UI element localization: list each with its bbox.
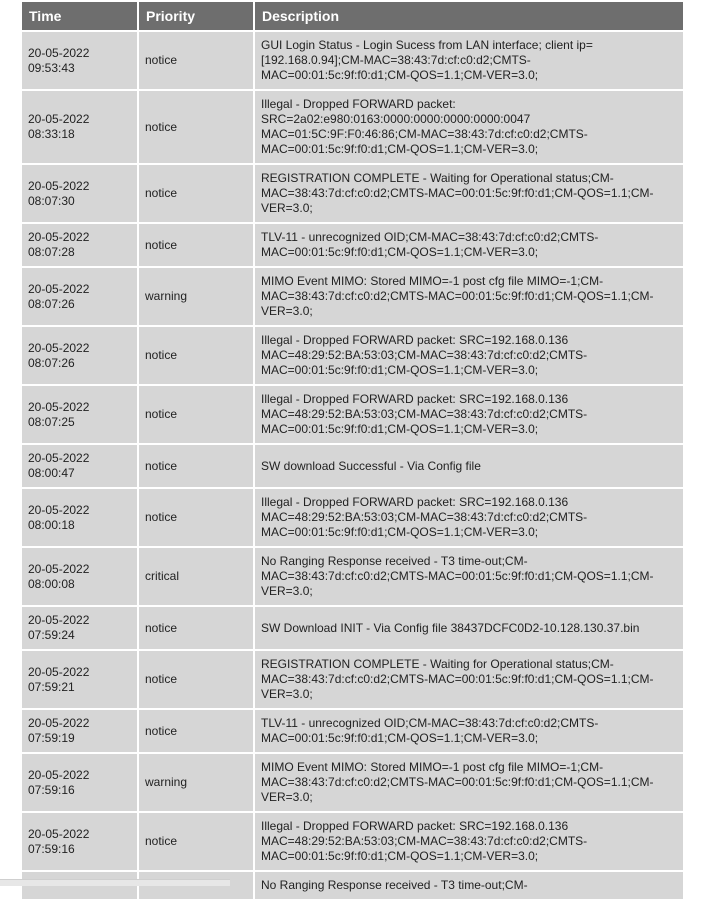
column-header-description[interactable]: Description	[255, 2, 683, 30]
cell-time	[22, 651, 137, 708]
cell-time	[22, 754, 137, 811]
column-header-time[interactable]: Time	[22, 2, 137, 30]
log-date: 20-05-2022	[28, 178, 90, 193]
cell-time	[22, 91, 137, 163]
cell-description: No Ranging Response received - T3 time-out;CM-MAC=38:43:7d:cf:c0:d2;CMTS-MAC=00:01:5c:9f:f0:d1;CM-QOS=1.1;CM-VER=3.0;	[255, 548, 683, 605]
log-date: 20-05-2022	[28, 281, 90, 296]
cell-priority: notice	[139, 710, 253, 752]
left-margin	[0, 0, 20, 886]
cell-description: Illegal - Dropped FORWARD packet: SRC=192.168.0.136 MAC=48:29:52:BA:53:03;CM-MAC=38:43:7d:cf:c0:d2;CMTS-MAC=00:01:5c:9f:f0:d1;CM-QOS=1.1;CM-VER=3.0;	[255, 489, 683, 546]
log-date: 20-05-2022	[28, 826, 90, 841]
cell-description: TLV-11 - unrecognized OID;CM-MAC=38:43:7d:cf:c0:d2;CMTS-MAC=00:01:5c:9f:f0:d1;CM-QOS=1.1;CM-VER=3.0;	[255, 710, 683, 752]
cell-time	[22, 710, 137, 752]
log-time: 08:00:18	[28, 517, 75, 532]
log-time: 08:33:18	[28, 127, 75, 141]
table-row	[22, 224, 683, 266]
cell-priority: notice	[139, 165, 253, 222]
log-time: 07:59:16	[28, 782, 75, 797]
cell-priority: notice	[139, 386, 253, 443]
table-row	[22, 268, 683, 325]
cell-description: Illegal - Dropped FORWARD packet: SRC=192.168.0.136 MAC=48:29:52:BA:53:03;CM-MAC=38:43:7d:cf:c0:d2;CMTS-MAC=00:01:5c:9f:f0:d1;CM-QOS=1.1;CM-VER=3.0;	[255, 327, 683, 384]
cell-time	[22, 268, 137, 325]
cell-description: MIMO Event MIMO: Stored MIMO=-1 post cfg file MIMO=-1;CM-MAC=38:43:7d:cf:c0:d2;CMTS-MAC=00:01:5c:9f:f0:d1;CM-QOS=1.1;CM-VER=3.0;	[255, 268, 683, 325]
cell-priority: critical	[139, 548, 253, 605]
cell-description: TLV-11 - unrecognized OID;CM-MAC=38:43:7d:cf:c0:d2;CMTS-MAC=00:01:5c:9f:f0:d1;CM-QOS=1.1;CM-VER=3.0;	[255, 224, 683, 266]
cell-priority: notice	[139, 91, 253, 163]
table-header-row	[22, 2, 683, 30]
cell-priority: notice	[139, 445, 253, 487]
log-date: 20-05-2022	[28, 340, 90, 355]
log-time: 07:59:16	[28, 841, 75, 856]
cell-time	[22, 607, 137, 649]
cell-description: GUI Login Status - Login Sucess from LAN interface; client ip=[192.168.0.94];CM-MAC=38:43:7d:cf:c0:d2;CMTS-MAC=00:01:5c:9f:f0:d1;CM-QOS=1.1;CM-VER=3.0;	[255, 32, 683, 89]
cell-description: REGISTRATION COMPLETE - Waiting for Operational status;CM-MAC=38:43:7d:cf:c0:d2;CMTS-MAC=00:01:5c:9f:f0:d1;CM-QOS=1.1;CM-VER=3.0;	[255, 651, 683, 708]
cell-description: Illegal - Dropped FORWARD packet: SRC=2a02:e980:0163:0000:0000:0000:0000:0047 MAC=01:5C:9F:F0:46:86;CM-MAC=38:43:7d:cf:c0:d2;CMTS-MAC=00:01:5c:9f:f0:d1;CM-QOS=1.1;CM-VER=3.0;	[255, 91, 683, 163]
log-time: 08:07:25	[28, 414, 75, 429]
table-row	[22, 32, 683, 89]
cell-priority: notice	[139, 607, 253, 649]
cell-description: No Ranging Response received - T3 time-out;CM-	[255, 872, 683, 899]
log-date: 20-05-2022	[28, 767, 90, 782]
cell-description: MIMO Event MIMO: Stored MIMO=-1 post cfg file MIMO=-1;CM-MAC=38:43:7d:cf:c0:d2;CMTS-MAC=00:01:5c:9f:f0:d1;CM-QOS=1.1;CM-VER=3.0;	[255, 754, 683, 811]
cell-description: Illegal - Dropped FORWARD packet: SRC=192.168.0.136 MAC=48:29:52:BA:53:03;CM-MAC=38:43:7d:cf:c0:d2;CMTS-MAC=00:01:5c:9f:f0:d1;CM-QOS=1.1;CM-VER=3.0;	[255, 813, 683, 870]
table-row	[22, 607, 683, 649]
cell-time	[22, 224, 137, 266]
cell-time	[22, 813, 137, 870]
event-log-table	[20, 0, 685, 901]
log-time: 08:07:30	[28, 193, 75, 208]
column-header-priority[interactable]: Priority	[139, 2, 253, 30]
table-row	[22, 813, 683, 870]
log-date: 20-05-2022	[28, 502, 90, 517]
table-row	[22, 386, 683, 443]
cell-description: Illegal - Dropped FORWARD packet: SRC=192.168.0.136 MAC=48:29:52:BA:53:03;CM-MAC=38:43:7d:cf:c0:d2;CMTS-MAC=00:01:5c:9f:f0:d1;CM-QOS=1.1;CM-VER=3.0;	[255, 386, 683, 443]
log-time: 07:59:19	[28, 731, 75, 745]
table-row	[22, 91, 683, 163]
log-date: 20-05-2022	[28, 716, 90, 730]
cell-priority: notice	[139, 651, 253, 708]
table-row	[22, 489, 683, 546]
log-date: 20-05-2022	[28, 451, 90, 465]
cell-time	[22, 32, 137, 89]
cell-description: SW download Successful - Via Config file	[255, 445, 683, 487]
cell-priority: notice	[139, 32, 253, 89]
log-date: 20-05-2022	[28, 399, 90, 414]
cell-time	[22, 548, 137, 605]
table-row	[22, 445, 683, 487]
log-time: 08:07:28	[28, 245, 75, 259]
cell-priority: warning	[139, 268, 253, 325]
table-row	[22, 548, 683, 605]
cell-time	[22, 386, 137, 443]
log-time: 08:00:47	[28, 466, 75, 480]
table-row	[22, 327, 683, 384]
log-time: 09:53:43	[28, 60, 75, 75]
cell-priority: notice	[139, 813, 253, 870]
log-date: 20-05-2022	[28, 664, 90, 679]
table-row	[22, 651, 683, 708]
cell-time	[22, 489, 137, 546]
log-date: 20-05-2022	[28, 561, 90, 576]
log-time: 08:00:08	[28, 576, 75, 591]
table-row	[22, 754, 683, 811]
table-row	[22, 165, 683, 222]
cell-priority: notice	[139, 489, 253, 546]
cell-time	[22, 165, 137, 222]
cell-description: SW Download INIT - Via Config file 38437DCFC0D2-10.128.130.37.bin	[255, 607, 683, 649]
horizontal-scrollbar[interactable]	[0, 879, 230, 886]
cell-priority: notice	[139, 327, 253, 384]
cell-description: REGISTRATION COMPLETE - Waiting for Operational status;CM-MAC=38:43:7d:cf:c0:d2;CMTS-MAC=00:01:5c:9f:f0:d1;CM-QOS=1.1;CM-VER=3.0;	[255, 165, 683, 222]
table-body	[22, 32, 683, 899]
log-time: 08:07:26	[28, 355, 75, 370]
cell-time	[22, 327, 137, 384]
cell-time	[22, 445, 137, 487]
log-time: 07:59:24	[28, 628, 75, 642]
log-date: 20-05-2022	[28, 613, 90, 627]
log-date: 20-05-2022	[28, 230, 90, 244]
cell-priority: notice	[139, 224, 253, 266]
cell-priority: warning	[139, 754, 253, 811]
log-date: 20-05-2022	[28, 112, 90, 126]
log-time: 07:59:21	[28, 679, 75, 694]
log-time: 08:07:26	[28, 296, 75, 311]
log-date: 20-05-2022	[28, 45, 90, 60]
table-row	[22, 710, 683, 752]
